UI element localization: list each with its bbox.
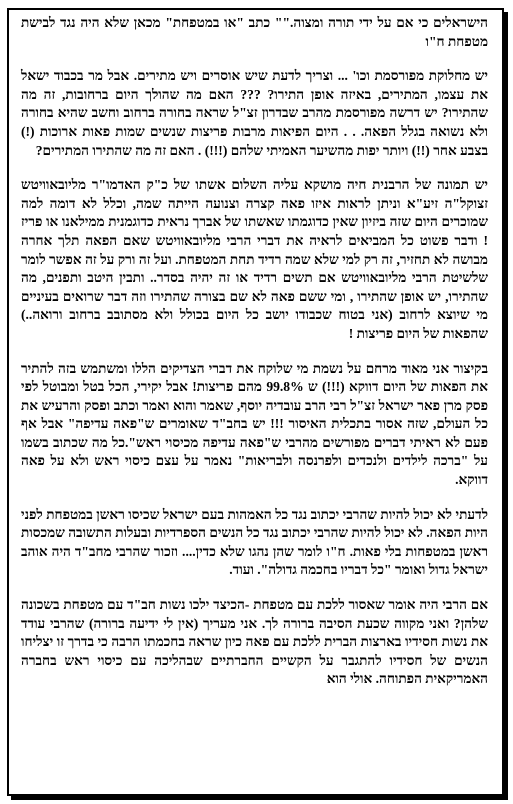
paragraph-5: לדעתי לא יכול להיות שהרבי יכתוב נגד כל האמהות בעם ישראל שכיסו ראשן במטפחת לפני היות הפאה. לא יכול להיות שהרבי יכתוב נגד כל הנשים הספרדיות ובעלות התשובה שמכסות ראשן במטפחות בלי פאות. ח"ו לומר שהן נהגו שלא כדין.... וזכור שהרבי מחב"ד היה אוהב ישראל גדול ואומר "כל דבריו בחכמה גדולה". ועוד. <box>20 506 488 578</box>
paragraph-3: יש תמונה של הרבנית חיה מושקא עליה השלום אשתו של כ"ק האדמו"ר מליובאוויטש זצוקל"ה זיע"א וניתן לראות איזו פאה קצרה וצנועה הייתה שמה, וכלל לא דומה למה שמוכרים היום שזה ביזיון שאין כדוגמתו שאשתו של אברך נראית כדוגמנית ממילאנו או פריז ! ודבר פשוט כל המביאים לראיה את דברי הרבי מליובאוויטש שאם הפאה תלך אחרה מבושה לא תחזיר, זה רק למי שלא שמה רדיד תחת המטפחת. ועל זה ורק על זה אפשר לומר שלשיטת הרבי מליובאוויטש אם תשים רדיד או זה יהיה בסדר.. ותבין היטב ותפנים, מה שהתירו, יש אופן שהתירו , ומי ששם פאה לא שם בצורה שהתירו וזה דבר שרואים בעיניים מי שיוצא לרחוב (אני בטוח שכבודו יושב כל היום בכולל ולא מסתובב ברחוב ורואה..) שהפאות של היום פריצות ! <box>21 177 488 341</box>
paragraph-2: יש מחלוקת מפורסמת וכו' ... וצריך לדעת שיש אוסרים ויש מתירים. אבל מר בכבוד ישאל את עצמו, המתירים, באיזה אופן התירו? ??? האם מה שהולך היום ברחובות, זה מה שהתירו? יש דרשה מפורסמת מהרב שבדרון זצ"ל שראה בחורה ברחוב וחשב שהיא בחורה ולא נשואה בגלל הפאה. . . היום הפיאות מרבות פריצות שנשים שמות פאות ארוכות (!) בצבע אחר (!!) ויותר יפות מהשיער האמיתי שלהם (!!!) . האם זה מה שהתירו המתירים? <box>21 68 488 158</box>
paragraph-6: אם הרבי היה אומר שאסור ללכת עם מטפחת -הכיצד ילכו נשות חב"ד עם מטפחת בשכונה שלהן? ואני מקווה שכעת הסיבה ברורה לך. אני מעריך (אין לי ידיעה ברורה) שהרבי עודד את נשות חסידיו בארצות הברית ללכת עם פאה כיון שראה בחכמתו הרבה כי בדרך זו יצליחו הנשים של חסידיו להתגבר על הקשיים החברתיים שבהליכה עם כיסוי ראש בחברה האמריקאית הפתוחה. אולי הוא <box>21 597 488 687</box>
document-body <box>9 10 502 709</box>
paragraph-4: בקיצור אני מאוד מרחם על נשמת מי שלוקח את דברי הצדיקים הללו ומשתמש בזה להתיר את הפאות של היום דווקא (!!!) ש 99.8% מהם פריצות! אבל יקירי, הכל בטל ומבוטל לפי פסק מרן פאר ישראל זצ"ל רבי הרב עובדיה יוסף, שאמר והוא ואמר וכתב ופסק והרעיש את כל העולם, שזה אסור בתכלית האיסור !!! יש בחב"ד שאומרים ש"פאה עדיפה" אבל אף פעם לא ראיתי דברים מפורשים מהרבי ש"פאה עדיפה מכיסוי ראש".כל מה שכתוב בשמו על "ברכה לילדים ולנכדים ולפרנסה ולבריאות" נאמר על עצם כיסוי ראש ולא על פאה דווקא. <box>21 360 488 488</box>
paragraph-1: הישראלים כי אם על ידי תורה ומצוה."" כתב "או במטפחת" מכאן שלא היה נגד לבישת מטפחת ח"ו <box>21 15 488 49</box>
document-page <box>7 8 504 796</box>
